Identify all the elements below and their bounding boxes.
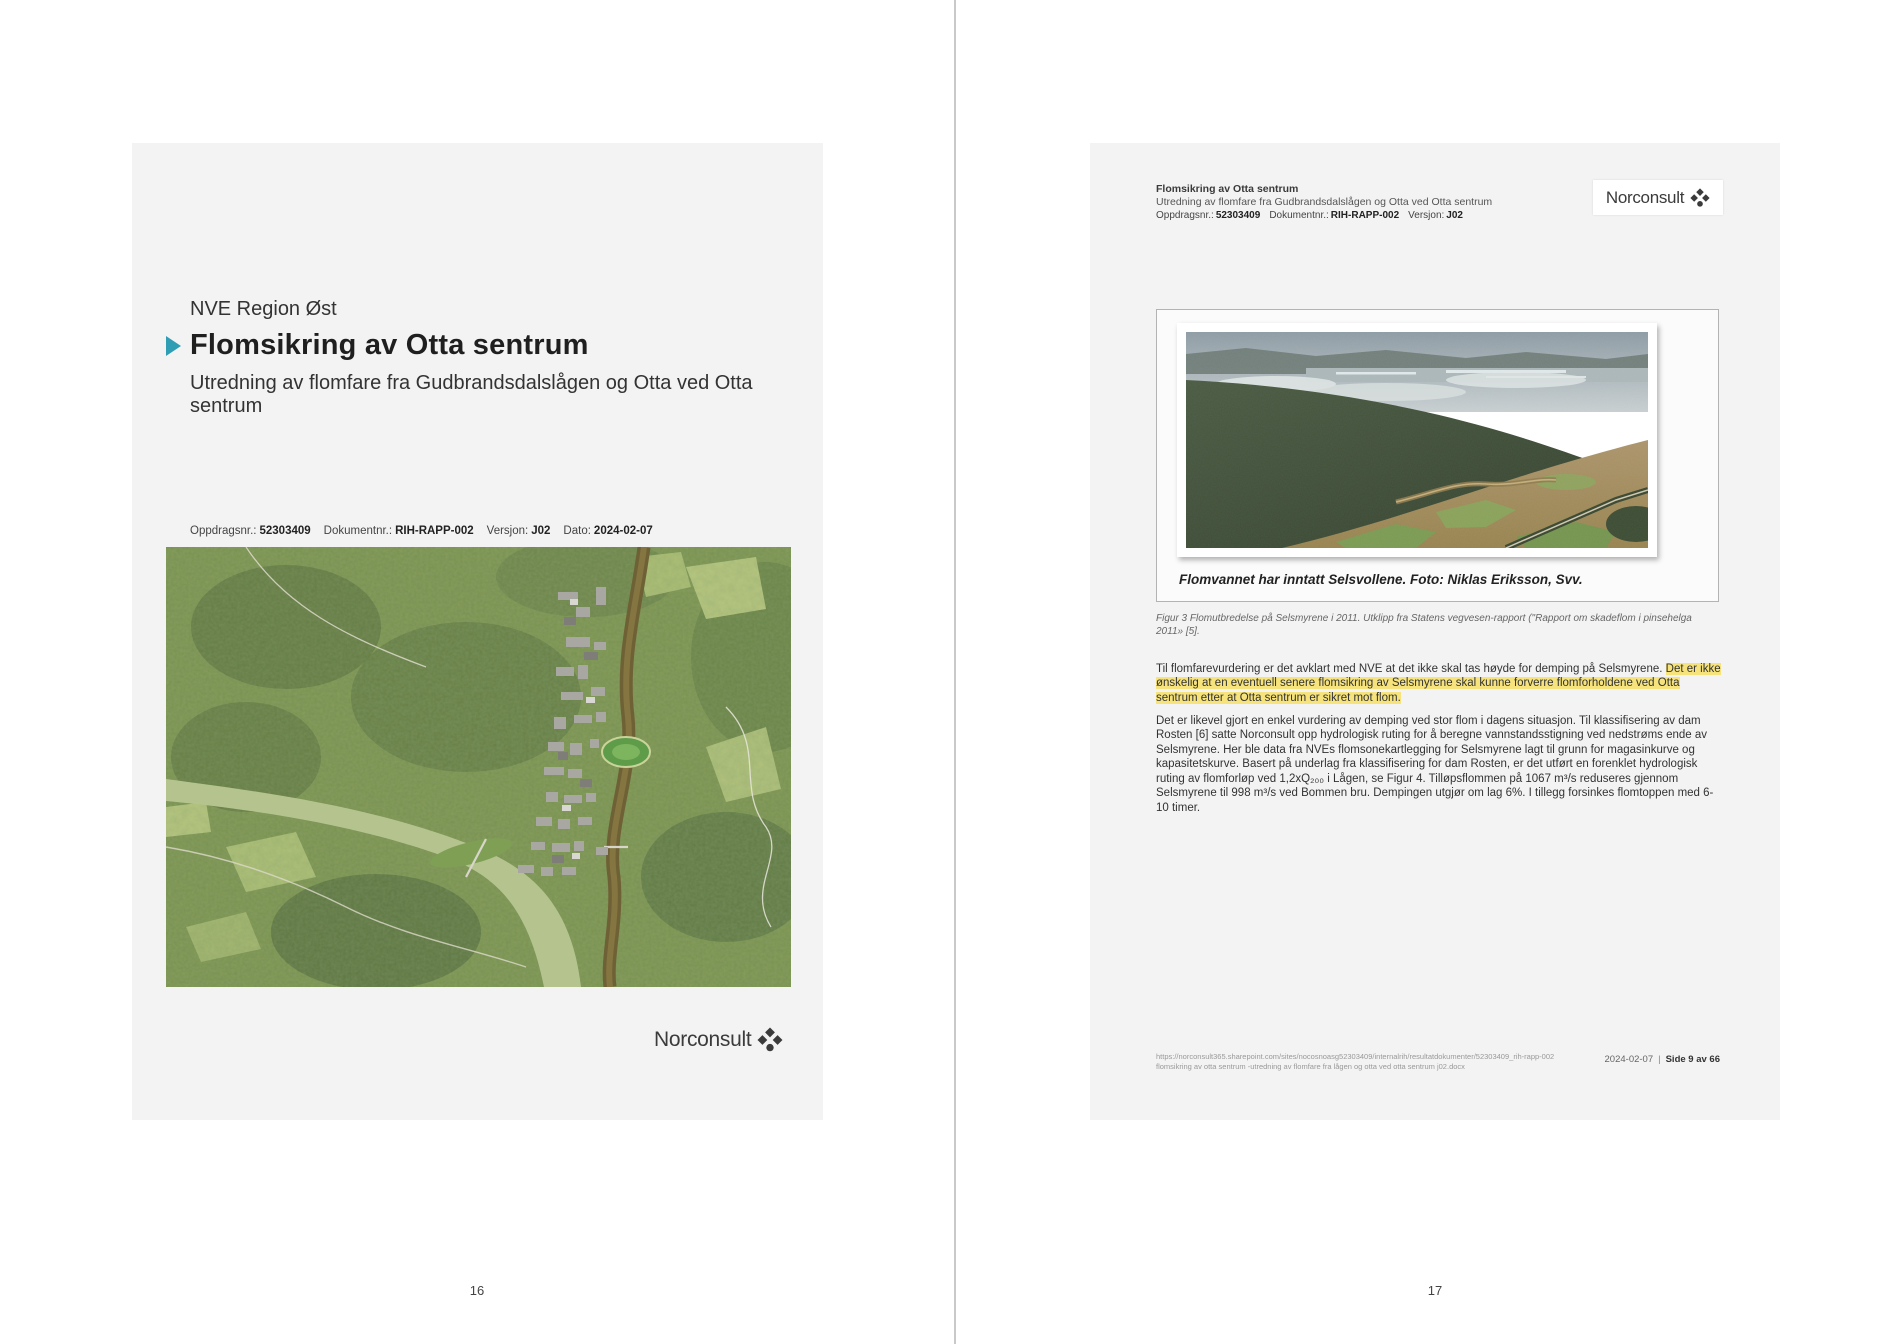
flood-photo [1186, 332, 1648, 548]
document-page-left [132, 143, 823, 1120]
meta-value: J02 [531, 525, 551, 537]
norconsult-logo-text: Norconsult [1605, 187, 1685, 207]
report-header [1156, 183, 1492, 222]
meta-value: 2024-02-07 [593, 525, 653, 537]
footer-separator: | [1658, 1054, 1661, 1065]
title-arrow-icon [166, 336, 181, 356]
report-header-meta [1156, 209, 1492, 222]
footer-page-label: Side 9 av 66 [1665, 1054, 1720, 1065]
spread-page-number-right: 17 [1427, 1283, 1443, 1298]
report-header-title: Flomsikring av Otta sentrum [1156, 183, 1299, 195]
paragraph-1-highlighted-text: Det er ikke ønskelig at en eventuell senere flomsikring av Selsmyrene skal kunne forverre flomforholdene ved Otta sentrum etter at Otta sentrum er sikret mot flom. [1156, 662, 1721, 704]
document-page-right [1090, 143, 1780, 1120]
cover-title-row [166, 329, 589, 362]
norconsult-logo-icon [1690, 188, 1710, 208]
flood-photo-caption: Flomvannet har inntatt Selsvollene. Foto: Niklas Eriksson, Svv. [1179, 572, 1583, 587]
meta-label: Dokumentnr.: [1269, 210, 1329, 221]
footer-date-page [1590, 1054, 1720, 1065]
spread-page-number-left: 16 [469, 1283, 485, 1298]
page-divider [954, 0, 956, 1344]
meta-label: Dato: [563, 525, 591, 537]
paragraph-1 [1156, 662, 1724, 706]
meta-label: Versjon: [486, 525, 529, 537]
norconsult-logo-text: Norconsult [654, 1028, 752, 1051]
paragraph-2: Det er likevel gjort en enkel vurdering av demping ved stor flom i dagens situasjon. Til klassifisering av dam Rosten [6] satte Norconsult opp hydrologisk ruting for å beregne vannstandsstigning ved nedstrøms ende av Selsmyrene. Her ble data fra NVEs flomsonekartlegging for Selsmyrene lagt til grunn for magasinkurve og kapasitetskurve. Basert på underlag fra klassifisering for dam Rosten, er det utført en forenklet hydrologisk ruting av flomforløp ved 1,2xQ₂₀₀ i Lågen, se Figur 4. Tilløpsflommen på 1067 m³/s reduseres gjennom Selsmyrene til 998 m³/s ved Bommen bru. Dempingen utgjør om lag 6%. I tillegg forsinkes flomtoppen med 6-10 timer. [1156, 714, 1714, 815]
cover-subtitle: Utredning av flomfare fra Gudbrandsdalslågen og Otta ved Otta sentrum [190, 372, 753, 417]
meta-value: 52303409 [1215, 210, 1261, 221]
figure-3-box [1156, 309, 1719, 602]
meta-label: Versjon: [1408, 210, 1445, 221]
norconsult-logo [1593, 180, 1723, 215]
cover-title: Flomsikring av Otta sentrum [190, 329, 589, 361]
footer-date: 2024-02-07 [1604, 1054, 1654, 1065]
report-header-subtitle: Utredning av flomfare fra Gudbrandsdalslågen og Otta ved Otta sentrum [1156, 196, 1493, 208]
norconsult-logo-icon [757, 1027, 783, 1053]
meta-value: RIH-RAPP-002 [1330, 210, 1400, 221]
footer-file-path: https://norconsult365.sharepoint.com/sites/nocosnoasg52303409/internalrih/resultatdokumenter/52303409_rih-rapp-002 flomsikring av otta sentrum -utredning av flomfare fra lågen og otta ved otta sentrum j02.docx [1156, 1052, 1555, 1071]
meta-label: Oppdragsnr.: [190, 525, 257, 537]
cover-aerial-photo [166, 547, 791, 987]
norconsult-logo [654, 1027, 783, 1053]
figure-3-caption: Figur 3 Flomutbredelse på Selsmyrene i 2011. Utklipp fra Statens vegvesen-rapport ("Rapport om skadeflom i pinsehelga 2011» [5]. [1156, 613, 1692, 637]
meta-value: 52303409 [259, 525, 311, 537]
flood-photo-frame [1177, 323, 1657, 557]
cover-eyebrow: NVE Region Øst [190, 298, 337, 320]
meta-label: Oppdragsnr.: [1156, 210, 1214, 221]
meta-value: J02 [1446, 210, 1463, 221]
meta-value: RIH-RAPP-002 [395, 525, 474, 537]
cover-meta-line [190, 525, 666, 537]
meta-label: Dokumentnr.: [323, 525, 393, 537]
paragraph-1-normal-text: Til flomfarevurdering er det avklart med NVE at det ikke skal tas høyde for demping på Selsmyrene. [1156, 662, 1666, 675]
